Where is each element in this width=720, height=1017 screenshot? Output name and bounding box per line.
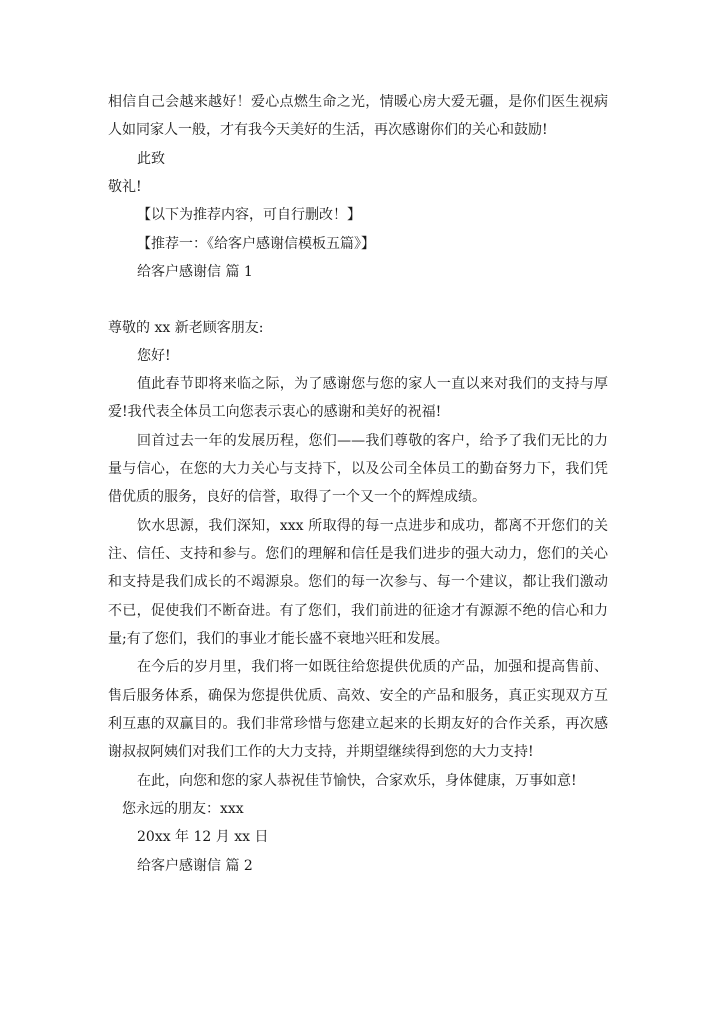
text-line-23: 谢叔叔阿姨们对我们工作的大力支持，并期望继续得到您的大力支持! [108,744,534,760]
letter-greeting: 尊敬的 xx 新老顾客朋友: [108,320,264,336]
closing-regards: 敬礼! [108,179,142,195]
text-line-13: 量与信心，在您的大力关心与支持下，以及公司全体员工的勤奋努力下，我们凭 [108,461,608,477]
letter-signature: 您永远的朋友：xxx [122,801,244,817]
text-line-24: 在此，向您和您的家人恭祝佳节愉快，合家欢乐，身体健康，万事如意! [137,773,577,789]
text-line-22: 利互惠的双赢目的。我们非常珍惜与您建立起来的长期友好的合作关系，再次感 [108,716,608,732]
closing-salutation: 此致 [137,151,165,167]
text-line-17: 和支持是我们成长的不竭源泉。您们的每一次参与、每一个建议，都让我们激动 [108,574,608,590]
text-line-15: 饮水思源，我们深知，xxx 所取得的每一点进步和成功，都离不开您们的关 [137,518,608,534]
section-heading-2: 给客户感谢信 篇 2 [137,858,253,874]
text-line-12: 回首过去一年的发展历程，您们——我们尊敬的客户，给予了我们无比的力 [137,433,608,449]
recommend-title: 【推荐一：《给客户感谢信模板五篇》】 [137,236,375,252]
recommend-note: 【以下为推荐内容，可自行删改！】 [137,207,361,223]
letter-hello: 您好! [137,348,171,364]
text-line-11: 爱!我代表全体员工向您表示衷心的感谢和美好的祝福! [108,404,442,420]
text-line-18: 不已，促使我们不断奋进。有了您们，我们前进的征途才有源源不绝的信心和力 [108,603,608,619]
text-line-21: 售后服务体系，确保为您提供优质、高效、安全的产品和服务，真正实现双方互 [108,688,608,704]
text-line-16: 注、信任、支持和参与。您们的理解和信任是我们进步的强大动力，您们的关心 [108,546,608,562]
text-line-14: 借优质的服务，良好的信誉，取得了一个又一个的辉煌成绩。 [108,489,486,505]
text-line-1: 相信自己会越来越好！爱心点燃生命之光，情暖心房大爱无疆，是你们医生视病 [108,94,608,110]
text-line-10: 值此春节即将来临之际，为了感谢您与您的家人一直以来对我们的支持与厚 [137,376,608,392]
section-heading-1: 给客户感谢信 篇 1 [137,264,253,280]
letter-date: 20xx 年 12 月 xx 日 [137,829,269,845]
text-line-2: 人如同家人一般，才有我今天美好的生活，再次感谢你们的关心和鼓励! [108,122,548,138]
text-line-19: 量;有了您们，我们的事业才能长盛不衰地兴旺和发展。 [108,631,449,647]
text-line-20: 在今后的岁月里，我们将一如既往给您提供优质的产品，加强和提高售前、 [137,659,608,675]
